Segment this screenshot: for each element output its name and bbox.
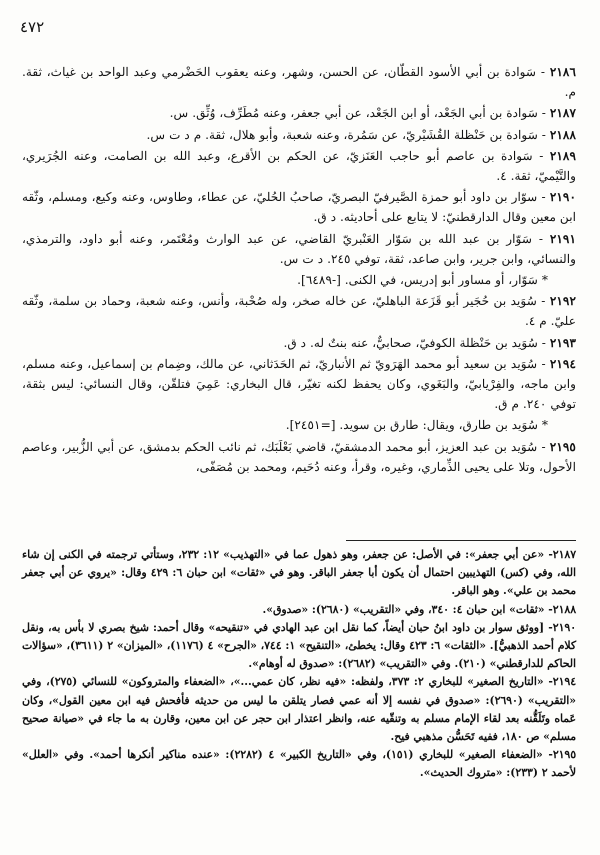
entry-text: سُوَيد بن سعيد أبو محمد الهَرَويّ ثم الأنباريّ، ثم الحَدَثاني، عن مالك، وضِمام بن إسماعيل، وعنه مسلم، وابن ماجه، والفِرْيابيّ، والبَغَوي، وكان يحفظ لكنه تغيّر، قال البخاري: عَمِيَ فتلقّن، وقال النسائي: ليس بثقة، توفي ٢٤٠. م ق. (22, 356, 576, 412)
cross-reference-entry (22, 270, 576, 290)
entry-number: ٢١٩٤ (549, 356, 576, 371)
entry-number: ٢١٩٥ (549, 439, 576, 454)
page-number: ٤٧٢ (20, 18, 45, 36)
footnote: ٢١٨٨- «ثقات» ابن حبان ٤: ٣٤٠، وفي «التقريب» (٢٦٨٠): «صدوق». (262, 602, 576, 616)
entry-2192: ٢١٩٢ - سُوَيد بن حُجَير أبو قَزَعة الباهليّ، عن خاله صخر، وله صُحْبة، وأنس، وعنه شعبة، وحماد بن سلمة، وثّقه عليّ. م ٤. (22, 294, 576, 329)
entry-text: سَوادة بن حَنْظلة القُشَيْريّ، عن سَمُرة، وعنه شعبة، وأبو هلال، ثقة. م د ت س. (146, 127, 538, 142)
entry-number: ٢١٩٠ (549, 190, 576, 205)
footnote: ٢١٩٤- «التاريخ الصغير» للبخاري ٢: ٣٧٣، ولفظه: «فيه نظر، كان عمي...»، «الضعفاء والمتروكون» للنسائي (٢٧٥)، وفي «التقريب» (٢٦٩٠): «صدوق في نفسه إلا أنه عمي فصار يتلقن ما ليس من حديثه فأفحش فيه ابن معين القول»، وكان عَماه وتَلَقُّنه بعد لقاء الإمام مسلم به وتنقّيه عنه، وانظر اعتذار ابن حجر عن ابن معين، وقارن به ما جاء في «صيانة صحيح مسلم» ص ١٨٠، ففيه تَحَسُّن مذهبي فيح. (22, 675, 577, 744)
entry-text: * سَوّار، أو مساور أبو إدريس، في الكنى. [-٦٤٨٩]. (297, 273, 548, 288)
cross-reference-entry (22, 415, 576, 435)
entry-number: ٢١٨٩ (549, 148, 577, 163)
entry-2194: ٢١٩٤ - سُوَيد بن سعيد أبو محمد الهَرَويّ ثم الأنباريّ، ثم الحَدَثاني، عن مالك، وضِمام بن إسماعيل، وعنه مسلم، وابن ماجه، والفِرْيابيّ، والبَغَوي، وكان يحفظ لكنه تغيّر، قال البخاري: عَمِيَ فتلقّن، وقال النسائي: ليس بثقة، توفي ٢٤٠. م ق. (22, 356, 576, 412)
entry-number: ٢١٩١ (549, 231, 576, 246)
entry-text: سَوادة بن أبي الأسود القطّان، عن الحسن، وشهر، وعنه يعقوب الحَضْرمي وعبد الواحد بن غياث، ثقة. م. (22, 65, 576, 100)
footnote: ٢١٨٧- «عن أبي جعفر»: في الأصل: عن جعفر، وهو ذهول عما في «التهذيب» ١٢: ٢٣٢، وستأتي ترجمته في الكنى إن شاء الله، وفي (كس) التهذيبين احتمال أن يكون أبا جعفر الباقر. وهو في «ثقات» ابن حبان ٦: ٤٢٩ وقال: «يروي عن أبي جعفر محمد بن علي». وهو الباقر. (22, 548, 576, 598)
entry-text: سَوادة بن عاصم أبو حاجب العَنَزيّ، عن الحكم بن الأقرع، وعبد الله بن الصامت، وعنه الجُرَيري، والتَّيْميّ، ثقة. ٤. (22, 148, 576, 184)
entry-2195: ٢١٩٥ - سُوَيد بن عبد العزيز، أبو محمد الدمشقيّ، قاضي بَعْلَبَك، ثم نائب الحكم بدمشق، عن أبي الزُّبير، وعاصم الأحول، وتلا على يحيى الذِّماري، وغيره، وقرأ، وعنه دُحَيم، ومحمد بن مُصَفّى، (22, 439, 576, 474)
entry-2189: ٢١٨٩ - سَوادة بن عاصم أبو حاجب العَنَزيّ، عن الحكم بن الأقرع، وعبد الله بن الصامت، وعنه الجُرَيري، والتَّيْميّ، ثقة. ٤. (22, 148, 577, 184)
footnotes (22, 546, 576, 783)
biography-entries (22, 62, 576, 478)
entry-2191: ٢١٩١ - سَوّار بن عبد الله بن سَوّار العَنْبريّ القاضي، عن عبد الوارث ومُعْتَمر، وعنه أبو داود، والترمذي، والنسائي، وابن جرير، وابن صاعد، ثقة، توفي ٢٤٥. د ت س. (22, 231, 576, 266)
entry-2186: ٢١٨٦ - سَوادة بن أبي الأسود القطّان، عن الحسن، وشهر، وعنه يعقوب الحَضْرمي وعبد الواحد بن غياث، ثقة. م. (22, 65, 576, 100)
entry-number: ٢١٨٨ (549, 127, 576, 142)
entry-text: سوّار بن داود أبو حمزة الصَّيرفيّ البصريّ، صاحبُ الحُليّ، عن عطاء، وطاوس، وعنه وكيع، ومسلم، وثّقه ابن معين وقال الدارقطنيّ: لا يتابع على أحاديثه. د ق. (22, 190, 576, 225)
entry-text: * سُوَيد بن طارق، ويقال: طارق بن سويد. [=٢٤٥١]. (285, 418, 548, 433)
entry-2190: ٢١٩٠ - سوّار بن داود أبو حمزة الصَّيرفيّ البصريّ، صاحبُ الحُليّ، عن عطاء، وطاوس، وعنه وكيع، ومسلم، وثّقه ابن معين وقال الدارقطنيّ: لا يتابع على أحاديثه. د ق. (22, 190, 576, 225)
entry-text: سُوَيد بن عبد العزيز، أبو محمد الدمشقيّ، قاضي بَعْلَبَك، ثم نائب الحكم بدمشق، عن أبي الزُّبير، وعاصم الأحول، وتلا على يحيى الذِّماري، وغيره، وقرأ، وعنه دُحَيم، ومحمد بن مُصَفّى، (22, 439, 576, 474)
footnote: ٢١٩٥- «الضعفاء الصغير» للبخاري (١٥١)، وفي «التاريخ الكبير» ٤ (٢٢٨٢): «عنده مناكير أنكرها أحمد». وفي «العلل» لأحمد ٢ (٢٣٣): «متروك الحديث». (22, 748, 577, 780)
entry-number: ٢١٨٧ (549, 106, 576, 121)
footnote-divider (346, 540, 576, 541)
entry-text: سُوَيد بن حُجَير أبو قَزَعة الباهليّ، عن خاله صخر، وله صُحْبة، وأنس، وعنه شعبة، وحماد بن سلمة، وثّقه عليّ. م ٤. (22, 294, 576, 329)
entry-2193: ٢١٩٣ - سُوَيد بن حَنْظلة الكوفيّ، صحابيٌّ، عنه بنتٌ له. د ق. (283, 335, 576, 350)
entry-text: سَوّار بن عبد الله بن سَوّار العَنْبريّ القاضي، عن عبد الوارث ومُعْتَمر، وعنه أبو داود، والترمذي، والنسائي، وابن جرير، وابن صاعد، ثقة، توفي ٢٤٥. د ت س. (22, 231, 576, 266)
footnote: ٢١٩٠- [ووثق سوار بن داود ابنُ حبان أيضاً، كما نقل ابن عبد الهادي في «تنقيحه» وقال أحمد: شيخ بصري لا بأس به، ونقل كلام أحمد الذهبيُّ]. «الثقات» ٦: ٤٢٣ وقال: يخطئ، «التنقيح» ١: ٧٤٤، «الجرح» ٤ (١١٧٦)، «الميزان» ٢ (٣٦١١)، «سؤالات الحاكم للدارقطني» (٢١٠). وفي «التقريب» (٢٦٨٢): «صدوق له أوهام». (22, 620, 576, 671)
entry-text: سُوَيد بن حَنْظلة الكوفيّ، صحابيٌّ، عنه بنتٌ له. د ق. (283, 335, 538, 350)
entry-number: ٢١٩٣ (549, 335, 576, 350)
entry-number: ٢١٨٦ (549, 65, 576, 79)
entry-number: ٢١٩٢ (549, 294, 576, 309)
entry-2188: ٢١٨٨ - سَوادة بن حَنْظلة القُشَيْريّ، عن سَمُرة، وعنه شعبة، وأبو هلال، ثقة. م د ت س. (146, 127, 576, 142)
entry-2187: ٢١٨٧ - سَوادة بن أبي الجَعْد، أو ابن الجَعْد، عن أبي جعفر، وعنه مُطَرِّف، وُثِّق. س. (169, 106, 576, 121)
entry-text: سَوادة بن أبي الجَعْد، أو ابن الجَعْد، عن أبي جعفر، وعنه مُطَرِّف، وُثِّق. س. (169, 106, 538, 121)
